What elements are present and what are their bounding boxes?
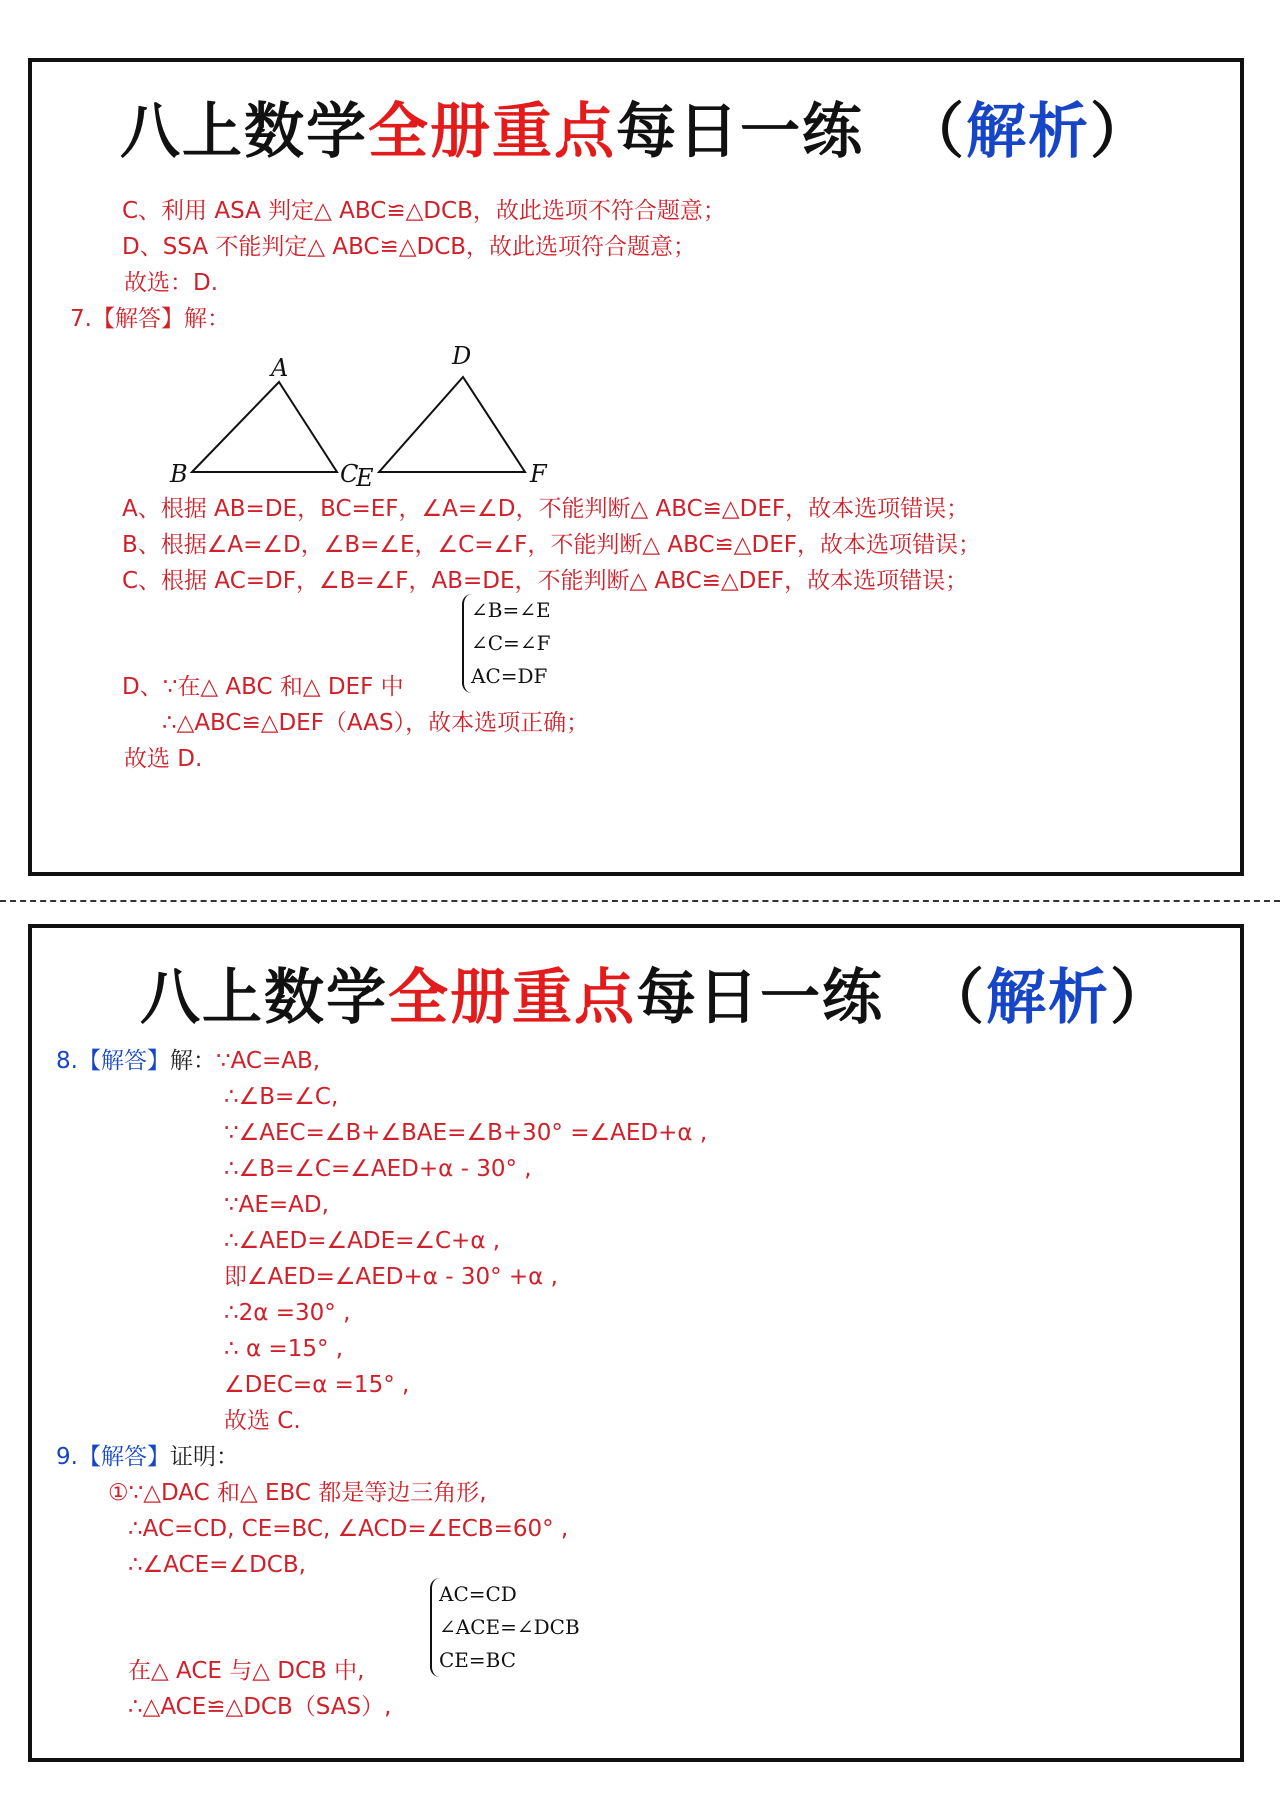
title-part-daily: 每日一练 — [636, 963, 884, 1033]
label-b: B — [170, 460, 188, 488]
title-close-paren: ） — [1110, 963, 1172, 1033]
q8-intro: 解： — [169, 1048, 216, 1074]
title-part-analysis: 解析 — [986, 963, 1110, 1033]
q9-line-3: ∴∠ACE=∠DCB, — [128, 1552, 306, 1578]
q7-condition-3: AC=DF — [471, 664, 548, 688]
q9-condition-2: ∠ACE=∠DCB — [439, 1615, 580, 1639]
panel-2-title — [32, 950, 1240, 1036]
title-part-daily: 每日一练 — [616, 97, 864, 167]
q9-line-2: ∴AC=CD, CE=BC, ∠ACD=∠ECB=60° , — [128, 1516, 569, 1542]
page-divider — [0, 900, 1280, 902]
q9-tag: 【解答】 — [77, 1444, 170, 1470]
label-e: E — [356, 464, 374, 492]
triangle-abc — [192, 382, 337, 472]
q9-line-5: ∴△ACE≌△DCB（SAS）, — [128, 1694, 392, 1720]
q9-condition-3: CE=BC — [439, 1648, 517, 1672]
title-part-key: 全册重点 — [368, 97, 616, 167]
q8-step: ∴∠B=∠C=∠AED+α - 30° , — [224, 1156, 532, 1182]
q9-conditions-brace — [430, 1578, 580, 1677]
q7-option-d: D、∵在△ ABC 和△ DEF 中 — [122, 674, 404, 700]
q9-header — [56, 1442, 239, 1472]
panel-1-title — [32, 84, 1240, 170]
q8-step: 即∠AED=∠AED+α - 30° +α , — [224, 1264, 558, 1290]
q7-option-b: B、根据∠A=∠D，∠B=∠E，∠C=∠F，不能判断△ ABC≌△DEF，故本选项错误； — [122, 532, 981, 558]
q7-tag: 【解答】 — [91, 306, 184, 332]
q8-first-step: ∵AC=AB, — [215, 1048, 321, 1074]
q7-header — [70, 304, 230, 334]
q7-choose: 故选 D. — [124, 746, 203, 772]
solution-panel-2 — [28, 924, 1244, 1762]
q8-step: ∵AE=AD, — [224, 1192, 329, 1218]
title-part-analysis: 解析 — [966, 97, 1090, 167]
triangles-figure — [112, 332, 632, 492]
q7-condition-1: ∠B=∠E — [471, 598, 551, 622]
title-part-grade: 八上数学 — [120, 97, 368, 167]
q9-line-4: 在△ ACE 与△ DCB 中, — [128, 1658, 365, 1684]
q8-step: ∵∠AEC=∠B+∠BAE=∠B+30° =∠AED+α , — [224, 1120, 708, 1146]
q8-step: ∠DEC=α =15° , — [224, 1372, 410, 1398]
q7-option-a: A、根据 AB=DE，BC=EF，∠A=∠D，不能判断△ ABC≌△DEF，故本选项错误； — [122, 496, 970, 522]
q7-number: 7. — [70, 306, 92, 332]
q7-therefore: ∴△ABC≌△DEF（AAS），故本选项正确； — [162, 710, 590, 736]
q8-step: 故选 C. — [224, 1408, 301, 1434]
q8-step: ∴2α =30° , — [224, 1300, 351, 1326]
triangle-def — [379, 377, 525, 472]
q8-tag: 【解答】 — [77, 1048, 170, 1074]
q9-number: 9. — [56, 1444, 78, 1470]
title-open-paren: （ — [924, 963, 986, 1033]
q8-number: 8. — [56, 1048, 78, 1074]
title-part-grade: 八上数学 — [140, 963, 388, 1033]
label-a: A — [271, 354, 289, 382]
q7-intro: 解： — [183, 306, 230, 332]
label-c: C — [340, 460, 359, 488]
q8-step: ∴∠B=∠C, — [224, 1084, 339, 1110]
q8-step: ∴ α =15° , — [224, 1336, 344, 1362]
answer-choose-line: 故选：D. — [124, 270, 219, 296]
q9-intro: 证明： — [169, 1444, 239, 1470]
q7-option-c: C、根据 AC=DF，∠B=∠F，AB=DE，不能判断△ ABC≌△DEF，故本选项错误； — [122, 568, 969, 594]
label-f: F — [530, 460, 547, 488]
title-part-key: 全册重点 — [388, 963, 636, 1033]
q7-conditions-brace — [462, 594, 551, 693]
title-close-paren: ） — [1090, 97, 1152, 167]
q9-condition-1: AC=CD — [439, 1582, 517, 1606]
solution-panel-1 — [28, 58, 1244, 876]
q8-step: ∴∠AED=∠ADE=∠C+α , — [224, 1228, 501, 1254]
option-d-line: D、SSA 不能判定△ ABC≌△DCB，故此选项符合题意； — [122, 234, 697, 260]
option-c-line: C、利用 ASA 判定△ ABC≌△DCB，故此选项不符合题意； — [122, 198, 726, 224]
q8-header — [56, 1046, 320, 1076]
q9-line-1: ①∵△DAC 和△ EBC 都是等边三角形, — [108, 1480, 487, 1506]
q7-condition-2: ∠C=∠F — [471, 631, 551, 655]
title-open-paren: （ — [904, 97, 966, 167]
label-d: D — [452, 342, 472, 370]
